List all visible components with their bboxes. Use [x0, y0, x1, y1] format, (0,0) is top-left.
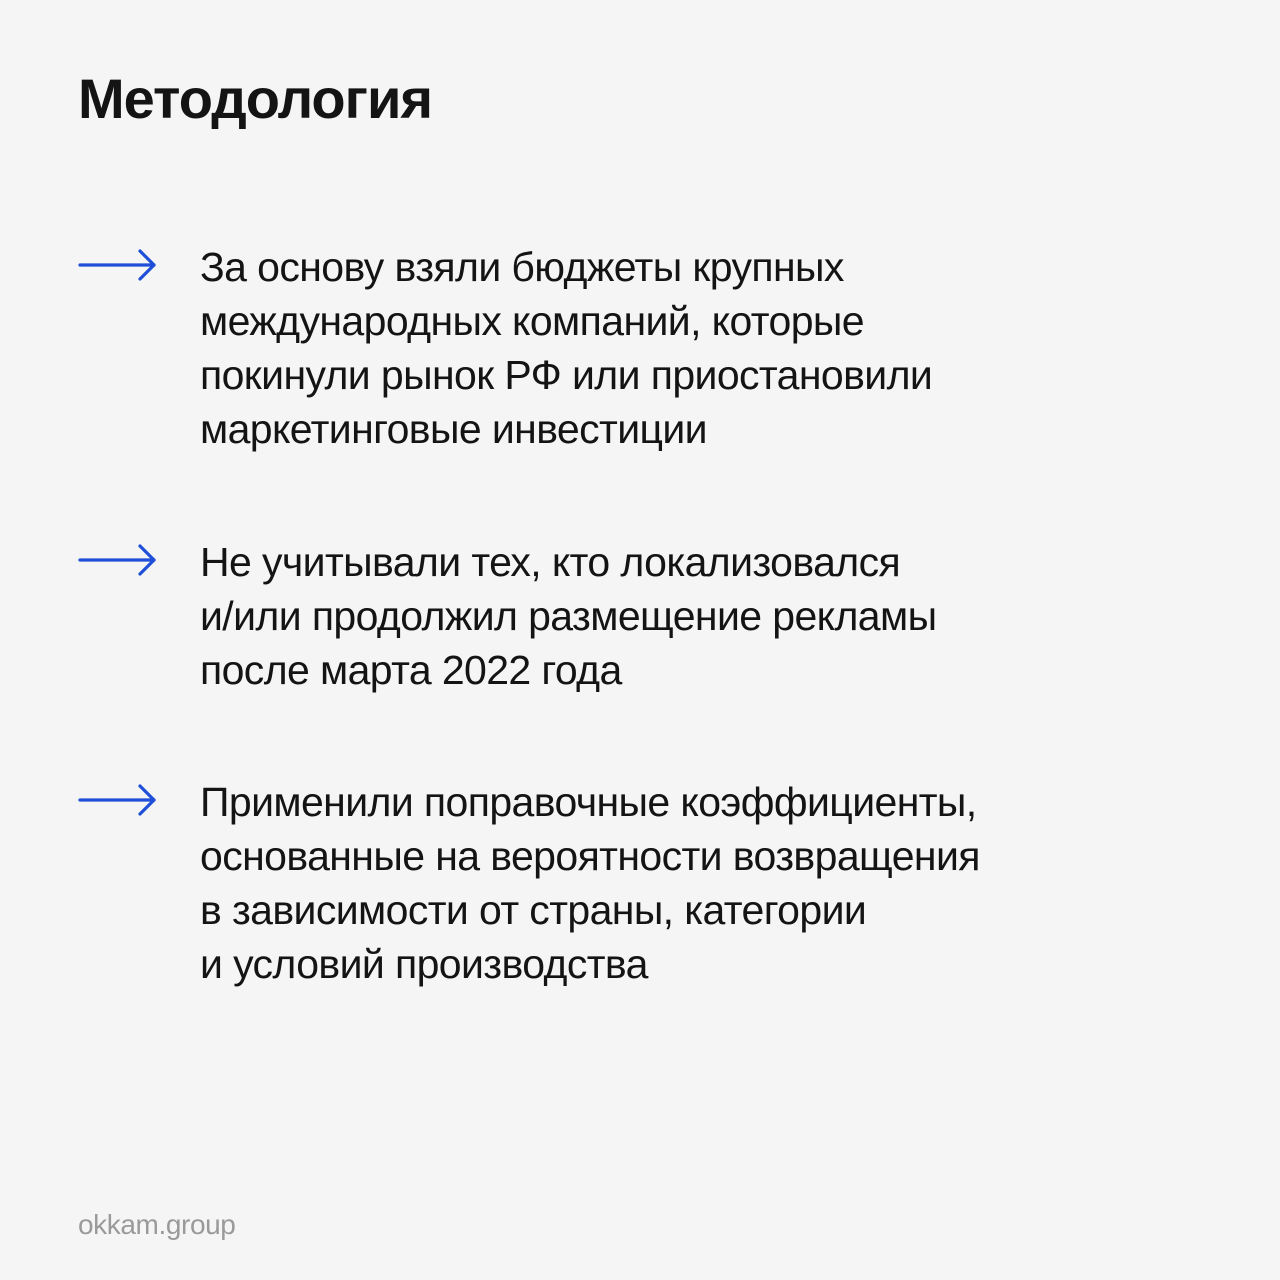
- arrow-right-icon: [78, 780, 158, 820]
- list-item: [78, 775, 1240, 991]
- list-item-line: в зависимости от страны, категории: [200, 887, 867, 933]
- footer-site-label: okkam.group: [78, 1209, 236, 1240]
- arrow-right-icon: [78, 540, 158, 580]
- list-item-line: и/или продолжил размещение рекламы: [200, 593, 937, 639]
- list-item: [78, 240, 1240, 456]
- list-item-line: после марта 2022 года: [200, 647, 622, 693]
- list-item-line: покинули рынок РФ или приостановили: [200, 352, 933, 398]
- arrow-right-icon: [78, 245, 158, 285]
- list-item-line: Применили поправочные коэффициенты,: [200, 779, 977, 825]
- list-item-text: [200, 535, 1240, 697]
- list-item-text: [200, 775, 1240, 991]
- page-title: Методология: [78, 67, 433, 130]
- list-item-line: основанные на вероятности возвращения: [200, 833, 980, 879]
- list-item-line: международных компаний, которые: [200, 298, 864, 344]
- list-item-text: [200, 240, 1240, 456]
- list-item-line: и условий производства: [200, 941, 648, 987]
- list-item-line: Не учитывали тех, кто локализовался: [200, 539, 901, 585]
- list-item-line: За основу взяли бюджеты крупных: [200, 244, 844, 290]
- list-item: [78, 535, 1240, 697]
- list-item-line: маркетинговые инвестиции: [200, 406, 707, 452]
